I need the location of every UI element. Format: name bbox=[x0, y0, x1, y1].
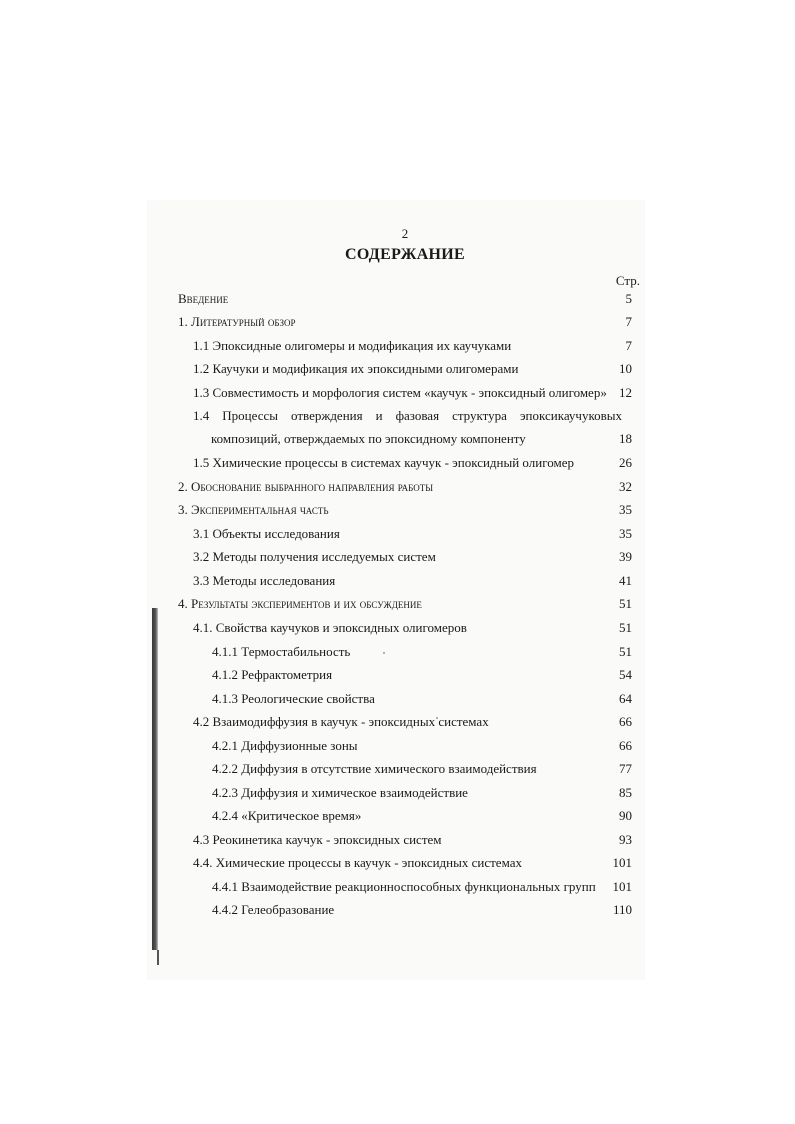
scan-edge-shadow-tail bbox=[157, 950, 159, 965]
toc-entry bbox=[212, 785, 632, 803]
toc-entry bbox=[193, 620, 632, 638]
toc-entry-page: 7 bbox=[625, 314, 632, 329]
toc-entry-title: 4.4. Химические процессы в каучук - эпоксидных системах bbox=[193, 855, 522, 870]
toc-entry-page: 35 bbox=[619, 526, 632, 541]
toc-entry-page: 12 bbox=[619, 385, 632, 400]
toc-entry-title: 1.4 Процессы отверждения и фазовая структура эпоксикаучуковых bbox=[193, 408, 622, 423]
toc-entry-continuation bbox=[211, 431, 632, 449]
toc-entry bbox=[193, 832, 632, 850]
toc-entry bbox=[193, 714, 632, 732]
toc-entry-page: 51 bbox=[619, 596, 632, 611]
scan-edge-shadow bbox=[152, 608, 158, 950]
toc-entry-page: 54 bbox=[619, 667, 632, 682]
toc-entry-page: 5 bbox=[625, 291, 632, 306]
toc-entry bbox=[193, 549, 632, 567]
toc-entry-page: 39 bbox=[619, 549, 632, 564]
toc-entry bbox=[212, 667, 632, 685]
toc-entry-page: 26 bbox=[619, 455, 632, 470]
toc-entry-page: 90 bbox=[619, 808, 632, 823]
toc-entry-title: 1.3 Совместимость и морфология систем «каучук - эпоксидный олигомер» bbox=[193, 385, 607, 400]
toc-entry-title: 4.1.3 Реологические свойства bbox=[212, 691, 375, 706]
toc-entry-page: 7 bbox=[625, 338, 632, 353]
toc-entry bbox=[178, 314, 632, 332]
toc-entry-page: 77 bbox=[619, 761, 632, 776]
toc-entry-page: 32 bbox=[619, 479, 632, 494]
page-number: 2 bbox=[401, 226, 409, 241]
toc-entry bbox=[212, 761, 632, 779]
toc-entry bbox=[178, 291, 632, 309]
toc-entry-page: 93 bbox=[619, 832, 632, 847]
toc-entry-title: 4.2.1 Диффузионные зоны bbox=[212, 738, 358, 753]
toc-entry bbox=[193, 455, 632, 473]
toc-entry-title: 3. Экспериментальная часть bbox=[178, 502, 329, 517]
toc-entry bbox=[212, 738, 632, 756]
toc-entry-title: 1.1 Эпоксидные олигомеры и модификация их каучуками bbox=[193, 338, 512, 353]
toc-entry-title: 2. Обоснование выбранного направления работы bbox=[178, 479, 434, 494]
toc-entry-page: 101 bbox=[612, 855, 632, 870]
toc-entry-title: 4.2.3 Диффузия и химическое взаимодействие bbox=[212, 785, 468, 800]
toc-entry bbox=[193, 385, 632, 403]
toc-entry-title: 4.4.2 Гелеобразование bbox=[212, 902, 335, 917]
pages-column-label: Стр. bbox=[615, 273, 640, 288]
toc-entry-title: 4.2 Взаимодиффузия в каучук - эпоксидных системах bbox=[193, 714, 489, 729]
toc-entry bbox=[178, 502, 632, 520]
toc-entry-page: 85 bbox=[619, 785, 632, 800]
toc-entry-page: 101 bbox=[612, 879, 632, 894]
toc-entry bbox=[178, 596, 632, 614]
toc-entry-page: 64 bbox=[619, 691, 632, 706]
toc-entry-title: 4.2.2 Диффузия в отсутствие химического взаимодействия bbox=[212, 761, 537, 776]
toc-entry-page: 66 bbox=[619, 714, 632, 729]
toc-entry bbox=[193, 361, 632, 379]
toc-entry-page: 66 bbox=[619, 738, 632, 753]
toc-entry-page: 51 bbox=[619, 620, 632, 635]
toc-entry bbox=[178, 479, 632, 497]
toc-entry-title: 3.1 Объекты исследования bbox=[193, 526, 340, 541]
toc-entry bbox=[193, 573, 632, 591]
toc-entry-title: 1. Литературный обзор bbox=[178, 314, 296, 329]
toc-entry-title: 3.2 Методы получения исследуемых систем bbox=[193, 549, 436, 564]
toc-entry-title: 4.3 Реокинетика каучук - эпоксидных систем bbox=[193, 832, 442, 847]
toc-entry bbox=[212, 808, 632, 826]
toc-entry-page: 110 bbox=[612, 902, 632, 917]
toc-entry bbox=[212, 691, 632, 709]
toc-entry-title: 1.5 Химические процессы в системах каучук - эпоксидный олигомер bbox=[193, 455, 574, 470]
toc-entry-title: 1.2 Каучуки и модификация их эпоксидными олигомерами bbox=[193, 361, 519, 376]
toc-entry bbox=[212, 902, 632, 920]
toc-entry-title: 4.4.1 Взаимодействие реакционноспособных функциональных групп bbox=[212, 879, 596, 894]
toc-entry-title: 4. Результаты экспериментов и их обсуждение bbox=[178, 596, 422, 611]
toc-entry-title: 3.3 Методы исследования bbox=[193, 573, 336, 588]
toc-entry-title: 4.1.2 Рефрактометрия bbox=[212, 667, 333, 682]
toc-entry bbox=[193, 526, 632, 544]
toc-entry bbox=[193, 408, 632, 426]
toc-entry bbox=[193, 338, 632, 356]
toc-entry-page: 18 bbox=[619, 431, 632, 446]
toc-entry bbox=[193, 855, 632, 873]
toc-entry-page: 35 bbox=[619, 502, 632, 517]
page-title: СОДЕРЖАНИЕ bbox=[344, 246, 466, 263]
toc-entry-title: композиций, отверждаемых по эпоксидному компоненту bbox=[211, 431, 526, 446]
toc-entry-title: 4.2.4 «Критическое время» bbox=[212, 808, 362, 823]
toc-entry-page: 51 bbox=[619, 644, 632, 659]
toc-entry bbox=[212, 879, 632, 897]
toc-entry bbox=[212, 644, 632, 662]
toc-entry-title: Введение bbox=[178, 291, 229, 306]
toc-entry-page: 10 bbox=[619, 361, 632, 376]
toc-entry-title: 4.1. Свойства каучуков и эпоксидных олигомеров bbox=[193, 620, 467, 635]
toc-entry-title: 4.1.1 Термостабильность bbox=[212, 644, 351, 659]
toc-entry-page: 41 bbox=[619, 573, 632, 588]
